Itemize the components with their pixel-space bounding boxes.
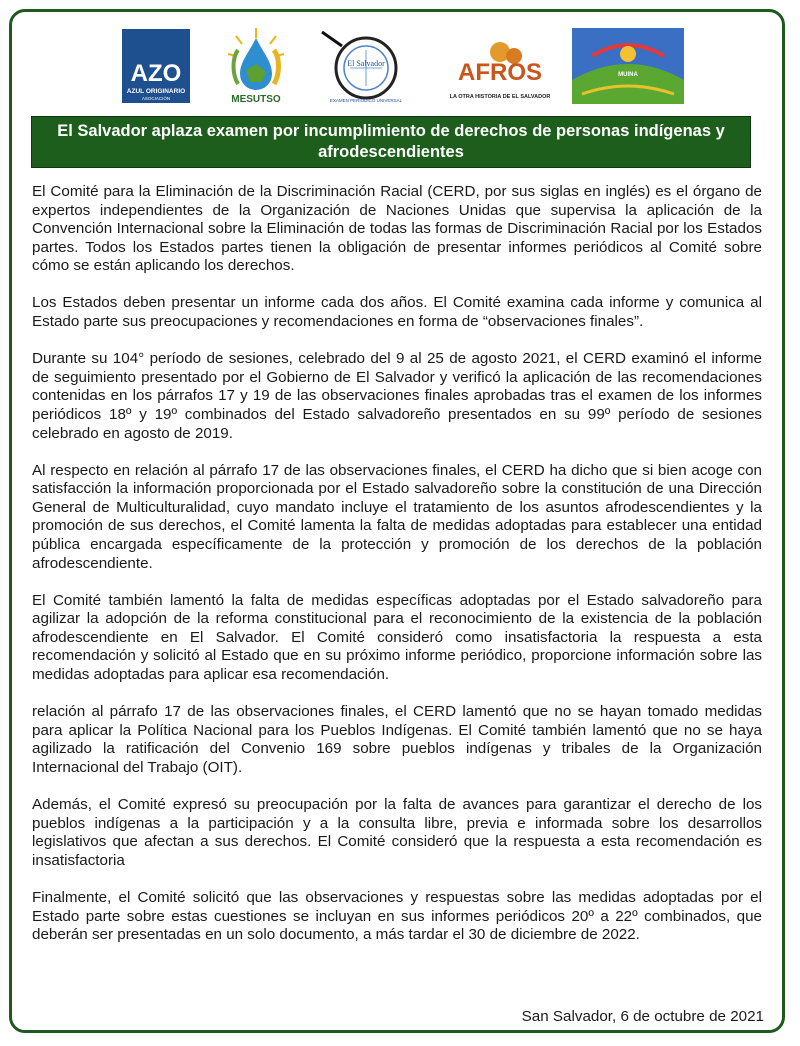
muina-logo-text: MUINA xyxy=(618,72,638,78)
afros-logo xyxy=(440,38,560,102)
dateline: San Salvador, 6 de octubre de 2021 xyxy=(521,1008,764,1025)
title-banner xyxy=(31,116,751,168)
paragraph: Además, el Comité expresó su preocupación por la falta de avances para garantizar el derecho de los pueblos indígenas a la participación y a la consulta libre, previa e informada sobre los desarrollos legislativos que afectan a sus derechos. El Comité consideró que la respuesta a esta recomendación es insatisfactoria xyxy=(32,796,762,869)
el-salvador-logo-ring: EXAMEN PERIÓDICO UNIVERSAL xyxy=(329,98,403,103)
muina-logo xyxy=(572,28,684,104)
el-salvador-epu-logo xyxy=(316,28,406,104)
paragraph: Finalmente, el Comité solicitó que las observaciones y respuestas sobre las medidas adoptadas por el Estado parte sobre estas cuestiones se incluyan en sus informes periódicos 20º a 22º combinados, que deberán ser presentadas en un solo documento, a más tardar el 30 de diciembre de 2022. xyxy=(32,888,762,944)
azo-logo-text: AZO xyxy=(130,60,182,87)
afros-logo-sub: LA OTRA HISTORIA DE EL SALVADOR xyxy=(449,94,551,100)
afros-logo-text: AFROS xyxy=(458,59,542,86)
azo-logo-sub2: ASOCIACIÓN xyxy=(141,96,171,101)
mesutso-logo xyxy=(222,26,290,106)
page-title: El Salvador aplaza examen por incumplimiento de derechos de personas indígenas y afrodescendientes xyxy=(57,122,725,161)
azo-logo-sub1: AZUL ORIGINARIO xyxy=(126,88,186,95)
article-body xyxy=(32,183,762,963)
el-salvador-logo-text: El Salvador xyxy=(347,59,385,68)
paragraph: El Comité también lamentó la falta de medidas específicas adoptadas por el Estado salvadoreño para agilizar la adopción de la reforma constitucional para el reconocimiento de la existencia de la población afrodescendiente en El Salvador. El Comité consideró como insatisfactoria la respuesta a esta recomendación y solicitó al Estado que en su próximo informe periódico, proporcione información sobre las medidas adoptadas para aplicar esa recomendación. xyxy=(32,591,762,684)
paragraph: El Comité para la Eliminación de la Discriminación Racial (CERD, por sus siglas en inglés) es el órgano de expertos independientes de la Organización de Naciones Unidas que supervisa la aplicación de la Convención Internacional sobre la Eliminación de todas las formas de Discriminación Racial por los Estados partes. Todos los Estados partes tienen la obligación de presentar informes periódicos al Comité sobre cómo se están aplicando los derechos. xyxy=(32,183,762,275)
logo-bar xyxy=(118,26,688,108)
paragraph: Durante su 104° período de sesiones, celebrado del 9 al 25 de agosto 2021, el CERD examinó el informe de seguimiento presentado por el Gobierno de El Salvador y verificó la aplicación de las recomendaciones contenidas en los párrafos 17 y 19 de las observaciones finales aprobadas tras el examen de los informes periódicos 18º y 19º combinados del Estado salvadoreño presentados en su 99º período de sesiones celebrado en agosto de 2019. xyxy=(32,350,762,442)
paragraph: Los Estados deben presentar un informe cada dos años. El Comité examina cada informe y comunica al Estado parte sus preocupaciones y recomendaciones en forma de “observaciones finales”. xyxy=(32,294,762,331)
mesutso-logo-text: MESUTSO xyxy=(231,94,281,105)
paragraph: Al respecto en relación al párrafo 17 de las observaciones finales, el CERD ha dicho que si bien acoge con satisfacción la información proporcionada por el Estado salvadoreño sobre la constitución de una Dirección General de Multiculturalidad, cuyo mandato incluye el tratamiento de los asuntos afrodescendientes y la promoción de sus derechos, el Comité lamenta la falta de medidas adoptadas para establecer una entidad pública encargada específicamente de la protección y promoción de los derechos de la población afrodescendiente. xyxy=(32,461,762,572)
paragraph: relación al párrafo 17 de las observaciones finales, el CERD lamentó que no se hayan tomado medidas para aplicar la Política Nacional para los Pueblos Indígenas. El Comité también lamentó que no se haya agilizado la ratificación del Convenio 169 sobre pueblos indígenas y tribales de la Organización Internacional del Trabajo (OIT). xyxy=(32,703,762,776)
azo-logo xyxy=(122,29,190,103)
